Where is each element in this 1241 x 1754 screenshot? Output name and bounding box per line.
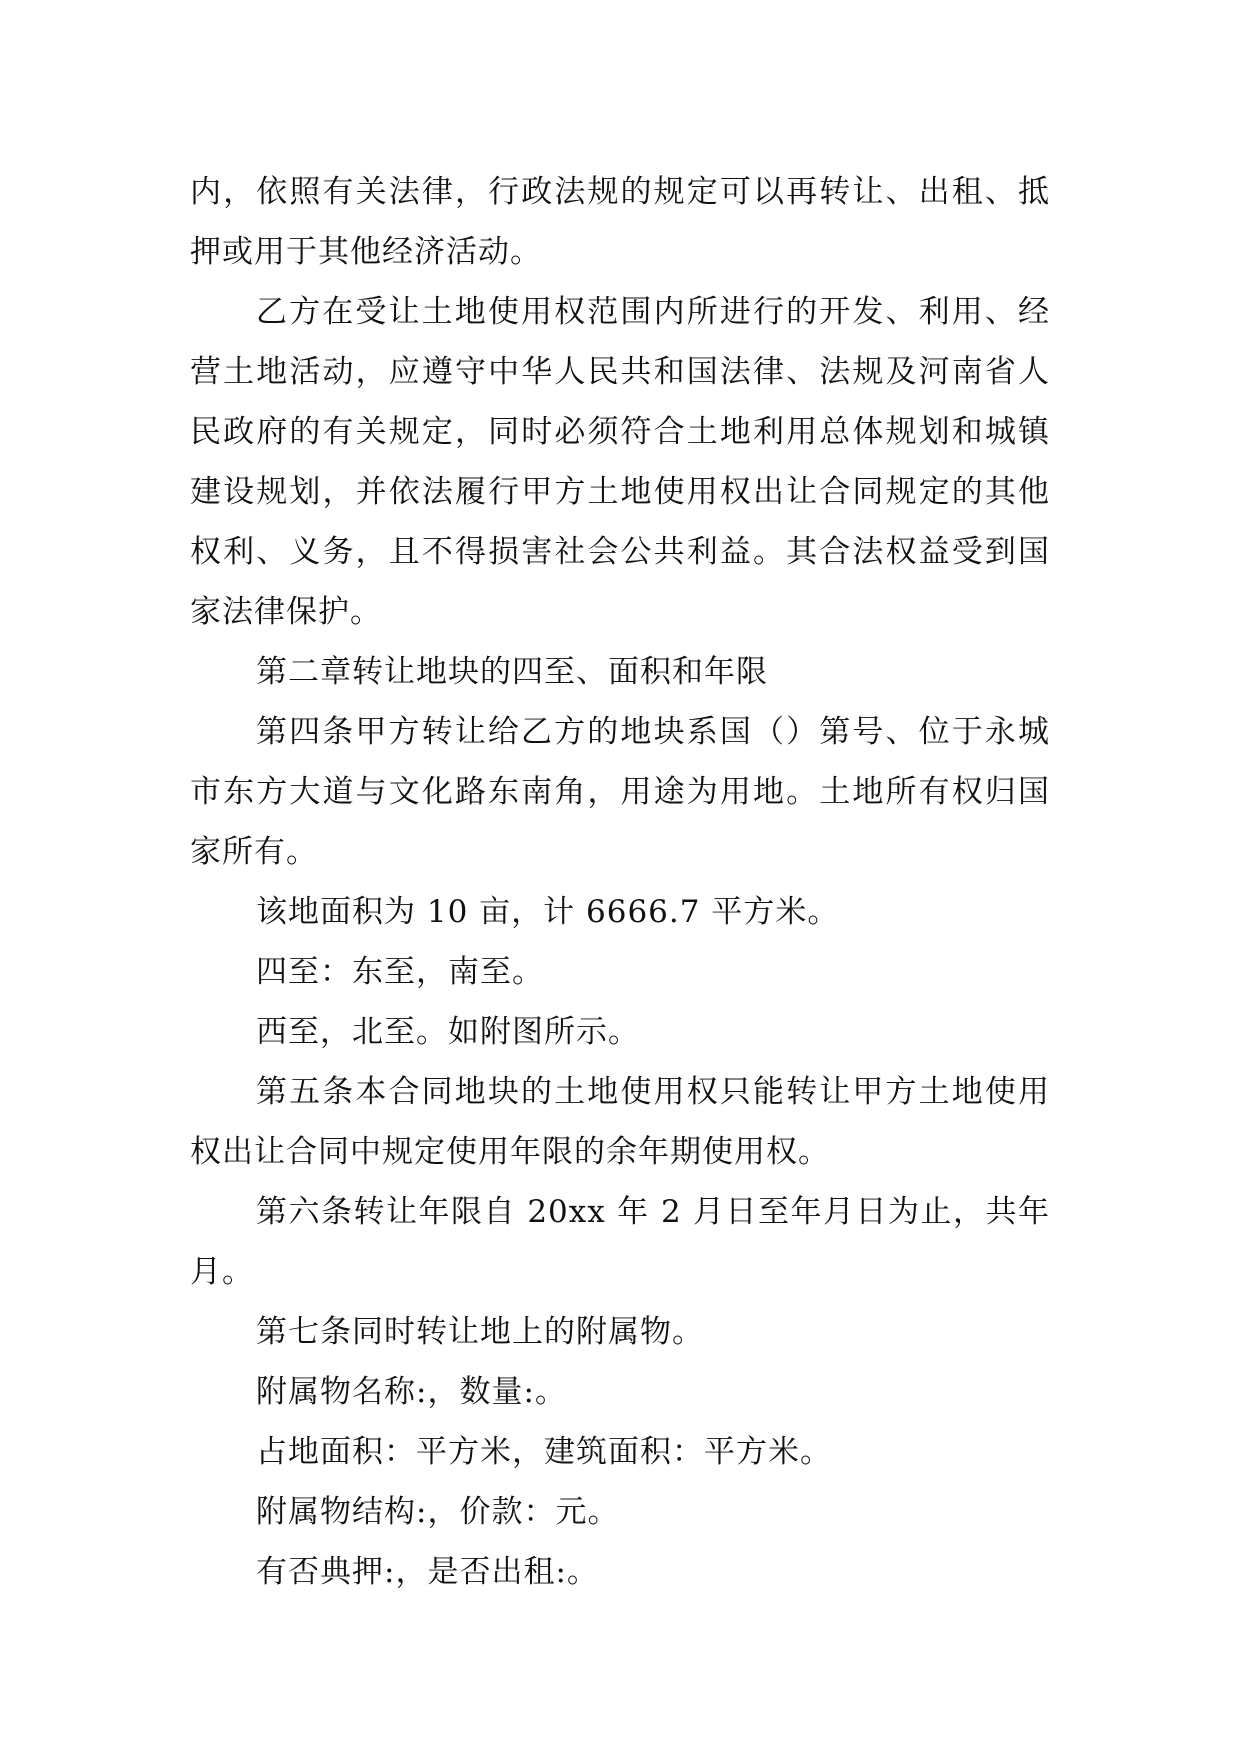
appendage-mortgage-lease: 有否典押:，是否出租:。: [256, 1554, 599, 1590]
article-5: 第五条本合同地块的土地使用权只能转让甲方土地使用权出让合同中规定使用年限的余年期使用权。: [190, 1074, 1050, 1170]
paragraph-party-b-obligations: 乙方在受让土地使用权范围内所进行的开发、利用、经营土地活动，应遵守中华人民共和国法律、法规及河南省人民政府的有关规定，同时必须符合土地利用总体规划和城镇建设规划，并依法履行甲方土地使用权出让合同规定的其他权利、义务，且不得损害社会公共利益。其合法权益受到国家法律保护。: [190, 294, 1050, 630]
appendage-structure-price: 附属物结构:，价款：元。: [256, 1494, 620, 1530]
paragraph-boundaries-west-north: 西至，北至。如附图所示。: [256, 1014, 640, 1050]
chapter-heading-2: 第二章转让地块的四至、面积和年限: [256, 654, 768, 690]
article-6: 第六条转让年限自 20xx 年 2 月日至年月日为止，共年月。: [190, 1194, 1050, 1290]
paragraph-area: 该地面积为 10 亩，计 6666.7 平方米。: [256, 894, 840, 930]
article-4: 第四条甲方转让给乙方的地块系国（）第号、位于永城市东方大道与文化路东南角，用途为用地。土地所有权归国家所有。: [190, 714, 1050, 870]
appendage-name-quantity: 附属物名称:，数量:。: [256, 1374, 567, 1410]
article-7: 第七条同时转让地上的附属物。: [256, 1314, 704, 1350]
paragraph-transfer-rights: 内，依照有关法律，行政法规的规定可以再转让、出租、抵押或用于其他经济活动。: [190, 174, 1050, 270]
paragraph-boundaries-east-south: 四至：东至，南至。: [256, 954, 544, 990]
document-body: [190, 162, 1050, 1602]
appendage-area: 占地面积：平方米，建筑面积：平方米。: [256, 1434, 832, 1470]
